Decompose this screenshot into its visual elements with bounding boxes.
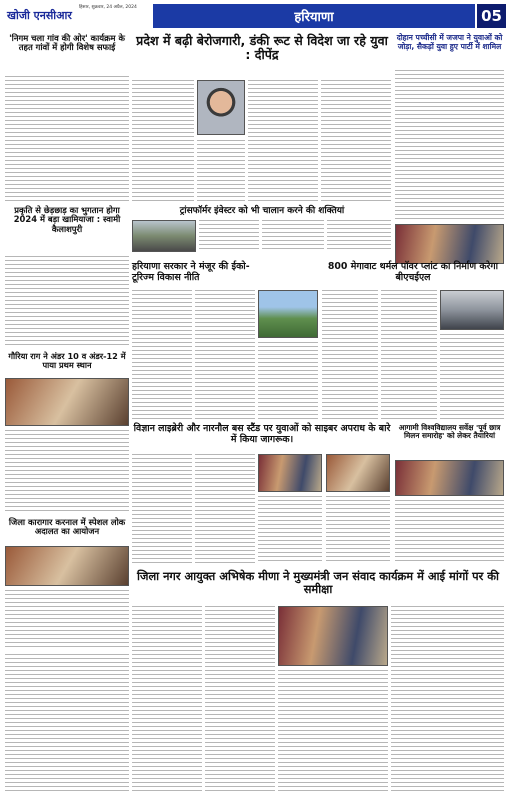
headline-nigam-gaon: 'निगम चला गांव की ओर' कार्यक्रम के तहत गांवों में होगी विशेष सफाई (9, 33, 125, 53)
headline-berozgari: प्रदेश में बढ़ी बेरोजगारी, डंकी रूट से विदेश जा रहे युवा : दीपेंद्र (136, 33, 388, 63)
transformer-photo (132, 220, 196, 252)
body-text-berozgari-1 (132, 80, 194, 202)
body-text-abhishek-3 (278, 670, 388, 794)
vishwavidyalaya-photo (395, 460, 504, 496)
ecotourism-photo (258, 290, 318, 338)
body-text-vigyan-4 (326, 496, 390, 564)
body-text-vigyan-3 (258, 496, 322, 564)
newspaper-brand: खोजी एनसीआर (7, 9, 72, 22)
body-text-transformer-3 (327, 220, 391, 252)
body-text-abhishek-1 (132, 606, 202, 794)
body-text-abhishek-2 (205, 606, 275, 794)
thermal-plant-photo (440, 290, 504, 330)
body-text-berozgari-2 (197, 140, 245, 202)
headline-jila-karnal: जिला कारागार करनाल में स्पेशल लोक अदालत का आयोजन (8, 517, 126, 537)
body-text-transformer-2 (262, 220, 324, 252)
body-text-nigam-gaon (5, 76, 129, 202)
section-banner (153, 4, 475, 28)
body-text-thermal-1 (322, 290, 378, 420)
deepender-photo (197, 80, 245, 135)
body-text-berozgari-4 (321, 80, 391, 202)
gauriya-photo (5, 378, 129, 426)
headline-vigyan: विज्ञान लाइब्रेरी और नारनौल बस स्टैंड पर युवाओं को साइबर अपराध के बारे में किया जागरूक। (133, 423, 391, 445)
body-text-vigyan-1 (132, 454, 192, 564)
headline-transformer: ट्रांसफॉर्मर इंवेस्टर को भी चालान करने की शक्तियां (179, 206, 345, 216)
vigyan-photo-2 (326, 454, 390, 492)
headline-vishwavidyalaya: आगामी विश्वविद्यालय सर्वेक्ष 'पूर्व छात्र मिलन समारोह' को लेकर तैयारियां (398, 423, 501, 441)
body-text-dohan-1 (395, 70, 504, 220)
body-text-prakriti (5, 256, 129, 348)
headline-dohan: दोहान पच्चीसी में जजपा ने युवाओं को जोड़ा, सैकड़ों युवा हुए पार्टी में शामिल (396, 33, 503, 51)
body-text-thermal-3 (440, 334, 504, 420)
vigyan-photo-1 (258, 454, 322, 492)
body-text-gauriya (5, 430, 129, 514)
body-text-left-bottom (5, 654, 129, 794)
body-text-vishwavidyalaya (395, 500, 504, 564)
body-text-thermal-2 (381, 290, 437, 420)
body-text-berozgari-3 (248, 80, 318, 202)
dateline: हिसार, शुक्रवार, 24 अप्रैल, 2024 (79, 5, 137, 10)
abhishek-photo (278, 606, 388, 666)
section-title: हरियाणा (294, 10, 334, 25)
body-text-ecotourism-2 (195, 290, 255, 420)
masthead (3, 2, 506, 30)
headline-prakriti: प्रकृति से छेड़छाड़ का भुगतान होगा 2024 में बड़ा खामियाजा : स्वामी कैलाशपुरी (13, 205, 121, 234)
body-text-ecotourism-3 (258, 342, 318, 420)
page-number: 05 (477, 4, 506, 28)
body-text-abhishek-4 (391, 606, 504, 794)
body-text-ecotourism-1 (132, 290, 192, 420)
jila-karnal-photo (5, 546, 129, 586)
headline-gauriya: गौरिया राग ने अंडर 10 व अंडर-12 में पाया प्रथम स्थान (8, 351, 126, 371)
body-text-vigyan-2 (195, 454, 255, 564)
headline-ecotourism: हरियाणा सरकार ने मंजूर की ईको-टूरिज्म विकास नीति (132, 261, 250, 283)
headline-thermal: 800 मेगावाट थर्मल पॉवर प्लांट का निर्माण करेगा बीएचईएल (327, 261, 499, 283)
body-text-jila-karnal (5, 590, 129, 650)
headline-abhishek: जिला नगर आयुक्त अभिषेक मीणा ने मुख्यमंत्री जन संवाद कार्यक्रम में आई मांगों पर की समीक्षा (137, 569, 499, 596)
body-text-transformer-1 (199, 220, 259, 252)
dohan-photo (395, 224, 504, 264)
